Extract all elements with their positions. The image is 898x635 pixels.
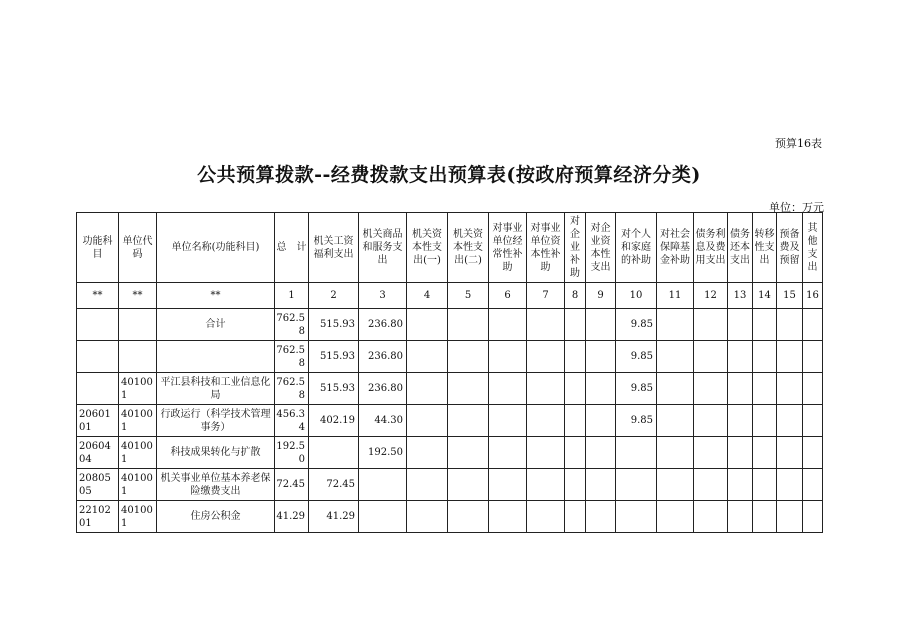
- column-number-row: [77, 283, 823, 309]
- table-cell: 515.93: [309, 373, 359, 405]
- header-cell: 转移性支出: [753, 213, 777, 283]
- header-cell: 对企业资本性支出: [586, 213, 616, 283]
- column-number: 8: [565, 283, 586, 309]
- header-cell: 机关资本性支出(一): [407, 213, 448, 283]
- table-cell: 72.45: [275, 469, 309, 501]
- table-cell: [407, 341, 448, 373]
- table-cell: 9.85: [616, 309, 657, 341]
- column-number: 14: [753, 283, 777, 309]
- table-cell: [753, 405, 777, 437]
- table-cell: [777, 405, 803, 437]
- table-cell: [157, 341, 275, 373]
- table-cell: [753, 373, 777, 405]
- table-cell: [694, 501, 728, 533]
- table-cell: 平江县科技和工业信息化局: [157, 373, 275, 405]
- table-cell: [407, 309, 448, 341]
- table-cell: [565, 501, 586, 533]
- table-cell: [586, 437, 616, 469]
- header-cell: 对事业单位经常性补助: [489, 213, 527, 283]
- table-cell: [694, 373, 728, 405]
- table-cell: [489, 341, 527, 373]
- table-cell: [565, 469, 586, 501]
- table-cell: [777, 341, 803, 373]
- table-cell: 456.34: [275, 405, 309, 437]
- table-cell: [359, 469, 407, 501]
- header-cell: 机关资本性支出(二): [448, 213, 489, 283]
- column-number: 9: [586, 283, 616, 309]
- table-cell: [616, 437, 657, 469]
- table-cell: [359, 501, 407, 533]
- table-cell: 44.30: [359, 405, 407, 437]
- table-cell: 236.80: [359, 341, 407, 373]
- table-cell: [777, 469, 803, 501]
- table-cell: [448, 341, 489, 373]
- table-cell: [657, 341, 694, 373]
- table-row: [77, 341, 823, 373]
- unit-label: 单位：万元: [769, 201, 824, 214]
- table-cell: [448, 469, 489, 501]
- table-cell: [728, 341, 753, 373]
- table-cell: [753, 469, 777, 501]
- table-cell: 合计: [157, 309, 275, 341]
- table-cell: [77, 341, 119, 373]
- table-cell: [586, 469, 616, 501]
- table-cell: [565, 341, 586, 373]
- table-cell: [803, 341, 823, 373]
- table-cell: [407, 405, 448, 437]
- table-cell: [489, 373, 527, 405]
- header-cell: 债务利息及费用支出: [694, 213, 728, 283]
- table-cell: [616, 501, 657, 533]
- column-number: 15: [777, 283, 803, 309]
- column-number: **: [77, 283, 119, 309]
- table-cell: [777, 501, 803, 533]
- table-cell: 2060404: [77, 437, 119, 469]
- table-cell: [565, 437, 586, 469]
- header-cell: 机关商品和服务支出: [359, 213, 407, 283]
- header-cell: 对企业补助: [565, 213, 586, 283]
- table-cell: [777, 373, 803, 405]
- header-cell: 对社会保障基金补助: [657, 213, 694, 283]
- header-cell: 对事业单位资本性补助: [527, 213, 565, 283]
- table-cell: [448, 373, 489, 405]
- table-cell: [586, 309, 616, 341]
- table-cell: [119, 309, 157, 341]
- table-cell: [489, 501, 527, 533]
- table-cell: [489, 469, 527, 501]
- table-cell: [448, 309, 489, 341]
- table-cell: 401001: [119, 469, 157, 501]
- header-cell: 功能科目: [77, 213, 119, 283]
- table-cell: [657, 501, 694, 533]
- column-number: 16: [803, 283, 823, 309]
- table-cell: 41.29: [309, 501, 359, 533]
- table-cell: [728, 437, 753, 469]
- table-cell: [728, 405, 753, 437]
- table-cell: [657, 405, 694, 437]
- table-cell: [407, 469, 448, 501]
- table-cell: [565, 405, 586, 437]
- table-cell: 72.45: [309, 469, 359, 501]
- header-cell: 单位名称(功能科目): [157, 213, 275, 283]
- table-cell: [777, 437, 803, 469]
- column-number: 13: [728, 283, 753, 309]
- table-cell: 515.93: [309, 309, 359, 341]
- table-cell: [694, 469, 728, 501]
- table-cell: 401001: [119, 405, 157, 437]
- column-number: 10: [616, 283, 657, 309]
- table-cell: [119, 341, 157, 373]
- table-cell: 9.85: [616, 341, 657, 373]
- table-cell: [527, 437, 565, 469]
- header-cell: 总 计: [275, 213, 309, 283]
- table-cell: 236.80: [359, 309, 407, 341]
- table-cell: [489, 309, 527, 341]
- table-cell: [694, 437, 728, 469]
- table-cell: 住房公积金: [157, 501, 275, 533]
- table-cell: [489, 405, 527, 437]
- column-number: 7: [527, 283, 565, 309]
- table-cell: 515.93: [309, 341, 359, 373]
- column-number: 3: [359, 283, 407, 309]
- column-number: **: [157, 283, 275, 309]
- table-cell: 402.19: [309, 405, 359, 437]
- table-cell: [753, 341, 777, 373]
- table-cell: [77, 373, 119, 405]
- table-cell: 机关事业单位基本养老保险缴费支出: [157, 469, 275, 501]
- table-cell: 2080505: [77, 469, 119, 501]
- table-cell: [753, 437, 777, 469]
- table-cell: [777, 309, 803, 341]
- table-cell: 401001: [119, 373, 157, 405]
- table-cell: 192.50: [275, 437, 309, 469]
- table-cell: 行政运行（科学技术管理事务）: [157, 405, 275, 437]
- table-cell: [586, 405, 616, 437]
- table-row: [77, 501, 823, 533]
- table-cell: [728, 469, 753, 501]
- table-cell: [728, 373, 753, 405]
- table-cell: [803, 373, 823, 405]
- table-cell: [586, 373, 616, 405]
- table-cell: [407, 373, 448, 405]
- table-cell: [803, 405, 823, 437]
- table-cell: [586, 341, 616, 373]
- table-cell: 2060101: [77, 405, 119, 437]
- table-cell: [728, 501, 753, 533]
- table-cell: [489, 437, 527, 469]
- table-cell: [694, 341, 728, 373]
- table-cell: [694, 405, 728, 437]
- table-number-label: 预算16表: [775, 137, 822, 150]
- table-body: [77, 309, 823, 533]
- table-cell: 2210201: [77, 501, 119, 533]
- table-cell: [753, 309, 777, 341]
- table-cell: [728, 309, 753, 341]
- table-row: [77, 309, 823, 341]
- column-number: 12: [694, 283, 728, 309]
- table-cell: [657, 469, 694, 501]
- header-cell: 其他支出: [803, 213, 823, 283]
- header-cell: 单位代码: [119, 213, 157, 283]
- column-number: 6: [489, 283, 527, 309]
- header-cell: 机关工资福利支出: [309, 213, 359, 283]
- table-cell: [527, 405, 565, 437]
- page-title: 公共预算拨款--经费拨款支出预算表(按政府预算经济分类): [197, 164, 701, 186]
- table-cell: [527, 469, 565, 501]
- table-cell: [527, 373, 565, 405]
- table-cell: [527, 309, 565, 341]
- table-cell: [616, 469, 657, 501]
- table-row: [77, 469, 823, 501]
- table-cell: 9.85: [616, 373, 657, 405]
- table-cell: [565, 373, 586, 405]
- table-cell: [694, 309, 728, 341]
- table-cell: 401001: [119, 437, 157, 469]
- table-cell: 762.58: [275, 341, 309, 373]
- table-cell: [657, 373, 694, 405]
- table-cell: [448, 501, 489, 533]
- table-cell: 401001: [119, 501, 157, 533]
- table-cell: [448, 405, 489, 437]
- table-cell: [803, 437, 823, 469]
- table-cell: [407, 501, 448, 533]
- table-cell: 762.58: [275, 309, 309, 341]
- table-cell: [527, 341, 565, 373]
- table-cell: [657, 437, 694, 469]
- column-number: 4: [407, 283, 448, 309]
- table-cell: [803, 469, 823, 501]
- table-row: [77, 437, 823, 469]
- column-number: 1: [275, 283, 309, 309]
- table-cell: [803, 501, 823, 533]
- table-row: [77, 373, 823, 405]
- table-row: [77, 405, 823, 437]
- column-number: 11: [657, 283, 694, 309]
- table-cell: 41.29: [275, 501, 309, 533]
- header-cell: 债务还本支出: [728, 213, 753, 283]
- column-number: 5: [448, 283, 489, 309]
- table-cell: [657, 309, 694, 341]
- table-cell: 9.85: [616, 405, 657, 437]
- table-cell: [77, 309, 119, 341]
- table-cell: [407, 437, 448, 469]
- column-number: **: [119, 283, 157, 309]
- table-cell: 192.50: [359, 437, 407, 469]
- column-number: 2: [309, 283, 359, 309]
- table-cell: [803, 309, 823, 341]
- table-cell: [309, 437, 359, 469]
- table-cell: [527, 501, 565, 533]
- table-cell: [565, 309, 586, 341]
- table-cell: 236.80: [359, 373, 407, 405]
- table-cell: [753, 501, 777, 533]
- budget-table: [76, 212, 823, 533]
- header-cell: 预备费及预留: [777, 213, 803, 283]
- header-cell: 对个人和家庭的补助: [616, 213, 657, 283]
- table-cell: 科技成果转化与扩散: [157, 437, 275, 469]
- header-row: [77, 213, 823, 283]
- table-cell: 762.58: [275, 373, 309, 405]
- table-cell: [448, 437, 489, 469]
- table-cell: [586, 501, 616, 533]
